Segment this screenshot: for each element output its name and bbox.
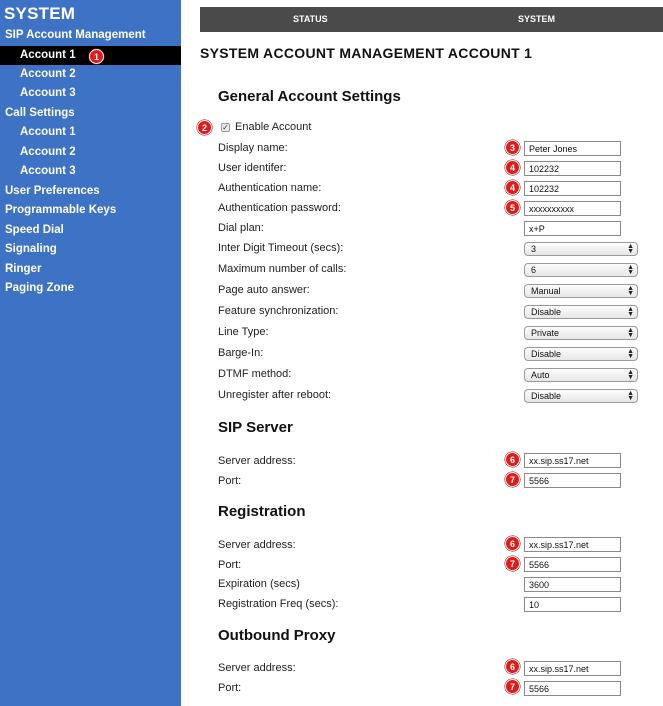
dial-plan-input[interactable] [524,221,621,236]
select-arrows-icon: ▲ ▼ [627,264,634,276]
callout-badge: 4 [505,180,520,195]
unregister-after-reboot-select[interactable] [524,389,638,403]
expiration-input[interactable] [524,577,621,592]
sidebar-item-call-settings[interactable]: Call Settings [5,107,75,119]
sidebar-item-programmable-keys[interactable]: Programmable Keys [5,204,117,216]
sidebar-item-sip-account-1[interactable]: Account 1 [0,46,181,65]
select-arrows-icon: ▲ ▼ [627,369,634,381]
page-title: SYSTEM ACCOUNT MANAGEMENT ACCOUNT 1 [200,45,533,61]
callout-badge: 6 [505,659,520,674]
section-title-general: General Account Settings [218,88,401,105]
display-name-input[interactable] [524,141,621,156]
sidebar-title: SYSTEM [4,4,76,23]
callout-badge: 1 [89,49,104,64]
expiration-label: Expiration (secs) [218,578,300,590]
callout-badge: 7 [505,472,520,487]
select-arrows-icon: ▲ ▼ [627,327,634,339]
callout-badge: 5 [505,200,520,215]
barge-in-label: Barge-In: [218,347,264,359]
sip-server-port-label: Port: [218,475,242,487]
inter-digit-timeout-value: 3 [531,244,537,254]
registration-port-label: Port: [218,559,242,571]
line-type-label: Line Type: [218,326,269,338]
sidebar-item-call-account-2[interactable]: Account 2 [20,146,76,158]
user-identifier-input[interactable] [524,161,621,176]
callout-badge: 4 [505,160,520,175]
registration-server-address-input[interactable] [524,537,621,552]
line-type-value: Private [531,328,560,338]
dial-plan-label: Dial plan: [218,222,264,234]
sidebar-item-call-account-1[interactable]: Account 1 [20,126,76,138]
dtmf-method-value: Auto [531,370,550,380]
select-arrows-icon: ▲ ▼ [627,243,634,255]
page-auto-answer-value: Manual [531,286,561,296]
section-title-sip-server: SIP Server [218,419,293,436]
select-arrows-icon: ▲ ▼ [627,348,634,360]
sidebar-item-sip-account-3[interactable]: Account 3 [20,87,76,99]
feature-sync-select[interactable] [524,305,638,319]
sip-server-address-input[interactable] [524,453,621,468]
dtmf-method-select[interactable] [524,368,638,382]
enable-account-checkbox[interactable]: ✓ [222,123,229,132]
callout-badge: 7 [505,556,520,571]
select-arrows-icon: ▲ ▼ [627,306,634,318]
sidebar-item-user-preferences[interactable]: User Preferences [5,185,100,197]
top-nav-bar [200,7,663,32]
outbound-proxy-address-input[interactable] [524,661,621,676]
tab-system[interactable]: SYSTEM [518,14,556,24]
section-title-outbound-proxy: Outbound Proxy [218,627,336,644]
sidebar-item-ringer[interactable]: Ringer [5,263,42,275]
select-arrows-icon: ▲ ▼ [627,390,634,402]
callout-badge: 6 [505,452,520,467]
registration-freq-label: Registration Freq (secs): [218,598,339,610]
callout-badge: 6 [505,536,520,551]
page-auto-answer-select[interactable] [524,284,638,298]
callout-badge: 7 [505,679,520,694]
select-arrows-icon: ▲ ▼ [627,285,634,297]
registration-freq-input[interactable] [524,597,621,612]
dtmf-method-label: DTMF method: [218,368,292,380]
max-calls-select[interactable] [524,263,638,277]
registration-server-address-label: Server address: [218,539,296,551]
sidebar-item-sip-account-2[interactable]: Account 2 [20,68,76,80]
auth-password-input[interactable] [524,201,621,216]
max-calls-value: 6 [531,265,537,275]
line-type-select[interactable] [524,326,638,340]
barge-in-value: Disable [531,349,562,359]
auth-name-label: Authentication name: [218,182,322,194]
auth-name-input[interactable] [524,181,621,196]
tab-status[interactable]: STATUS [293,14,328,24]
page-auto-answer-label: Page auto answer: [218,284,310,296]
callout-badge: 3 [505,140,520,155]
feature-sync-label: Feature synchronization: [218,305,339,317]
max-calls-label: Maximum number of calls: [218,263,347,275]
sidebar-item-call-account-3[interactable]: Account 3 [20,165,76,177]
sidebar-item-signaling[interactable]: Signaling [5,243,57,255]
display-name-label: Display name: [218,142,288,154]
user-identifier-label: User identifer: [218,162,287,174]
inter-digit-timeout-select[interactable] [524,242,638,256]
unregister-after-reboot-label: Unregister after reboot: [218,389,332,401]
enable-account-label: Enable Account [235,121,312,133]
sidebar-item-paging-zone[interactable]: Paging Zone [5,282,74,294]
outbound-proxy-port-label: Port: [218,682,242,694]
sidebar-item-speed-dial[interactable]: Speed Dial [5,224,64,236]
registration-port-input[interactable] [524,557,621,572]
callout-badge: 2 [197,120,212,135]
unregister-after-reboot-value: Disable [531,391,562,401]
sidebar [0,0,181,706]
barge-in-select[interactable] [524,347,638,361]
outbound-proxy-address-label: Server address: [218,662,296,674]
sip-server-port-input[interactable] [524,473,621,488]
auth-password-label: Authentication password: [218,202,341,214]
feature-sync-value: Disable [531,307,562,317]
section-title-registration: Registration [218,503,306,520]
outbound-proxy-port-input[interactable] [524,681,621,696]
sip-server-address-label: Server address: [218,455,296,467]
inter-digit-timeout-label: Inter Digit Timeout (secs): [218,242,344,254]
sidebar-item-sip-account-management[interactable]: SIP Account Management [5,29,146,41]
